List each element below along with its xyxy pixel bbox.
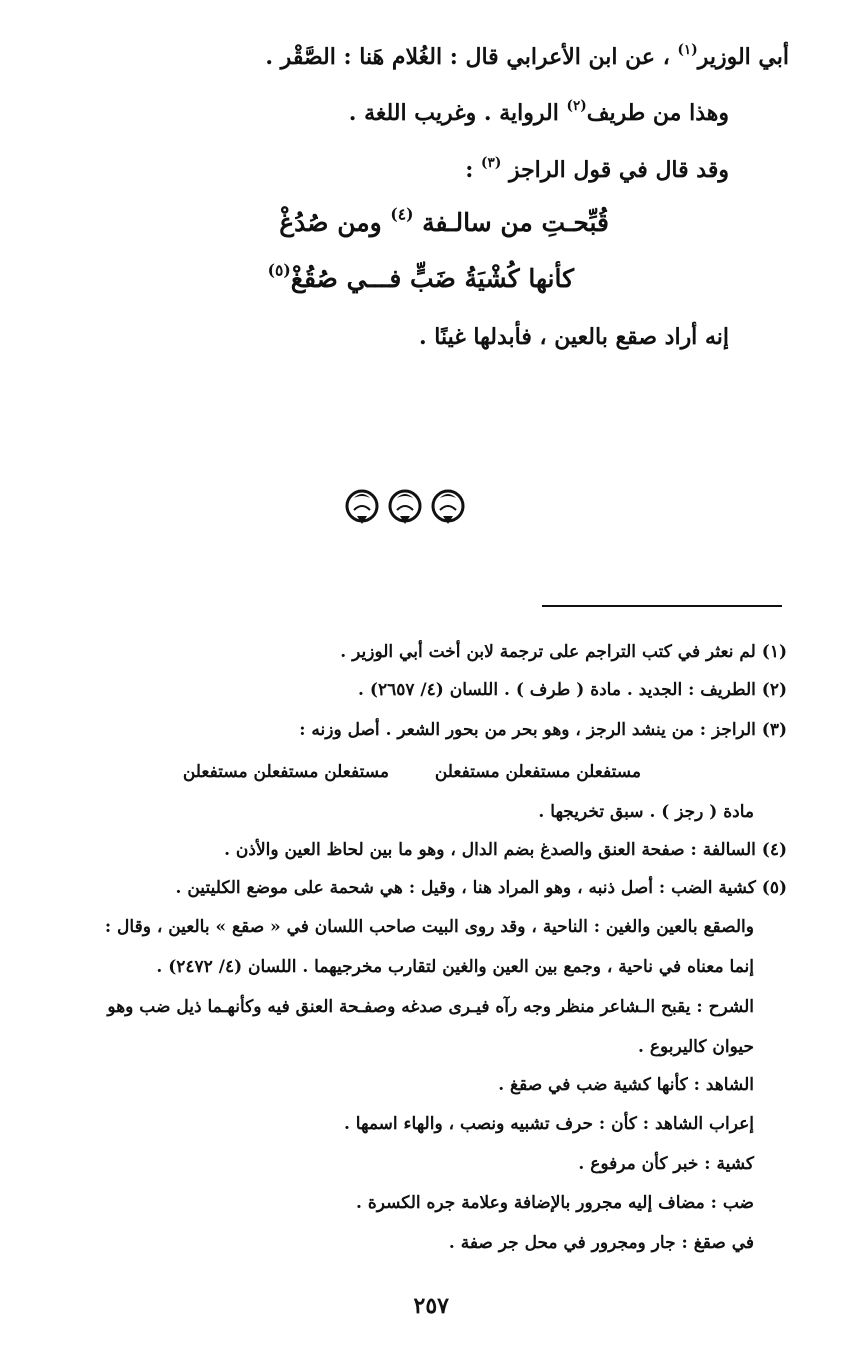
footnote-ref-5: (٥) bbox=[267, 260, 291, 280]
footnote-ref-2: (٢) bbox=[566, 97, 587, 114]
footnote-5-line-d: حيوان كاليربوع . bbox=[637, 1037, 754, 1057]
footnote-5-line-f: إعراب الشاهد : كأن : حرف تشبيه ونصب ، والهاء اسمها . bbox=[343, 1114, 754, 1134]
main-line-2: وهذا من طريف$^{(٢)}$ الرواية . وغريب اللغة . bbox=[348, 97, 729, 126]
main-line-1: أبي الوزير$^{(١)}$ ، عن ابن الأعرابي قال : الغُلام هَنا : الصَّقْر . bbox=[265, 41, 789, 70]
triple-flower-ornament-icon bbox=[340, 480, 470, 530]
page-number: ٢٥٧ bbox=[413, 1293, 449, 1319]
footnote-5-line-c: الشرح : يقبح الـشاعر منظر وجه رآه فيـرى صدغه وصفـحة العنق فيه وكأنهـما ذيل ضب وهو bbox=[107, 997, 754, 1017]
verse-line-1: قُبِّحـتِ من سالـفة $^{(٤)}$ ومن صُدُغْ bbox=[279, 204, 609, 237]
footnote-3: (٣) الراجز : من ينشد الرجز ، وهو بحر من بحور الشعر . أصل وزنه : bbox=[299, 720, 787, 740]
footnote-5-line-e: الشاهد : كأنها كشية ضب في صقغ . bbox=[498, 1075, 754, 1095]
footnote-4: (٤) السالفة : صفحة العنق والصدغ بضم الدال ، وهو ما بين لحاظ العين والأذن . bbox=[224, 840, 787, 860]
main-line-3: وقد قال في قول الراجز $^{(٣)}$ : bbox=[465, 154, 729, 183]
footnote-5-line-i: في صقغ : جار ومجرور في محل جر صفة . bbox=[448, 1233, 754, 1253]
meter-right: مستفعلن مستفعلن مستفعلن bbox=[434, 762, 641, 782]
footnote-separator bbox=[542, 605, 782, 607]
footnote-5-line-h: ضب : مضاف إليه مجرور بالإضافة وعلامة جره الكسرة . bbox=[356, 1193, 754, 1213]
footnote-3-cont: مادة ( رجز ) . سبق تخريجها . bbox=[538, 802, 754, 822]
footnote-5-line-b: إنما معناه في ناحية ، وجمع بين العين والغين لتقارب مخرجيهما . اللسان (٤/ ٢٤٧٢) . bbox=[156, 957, 754, 977]
footnote-5-line-g: كشية : خبر كأن مرفوع . bbox=[578, 1154, 754, 1174]
footnote-5: (٥) كشية الضب : أصل ذنبه ، وهو المراد هنا ، وقيل : هي شحمة على موضع الكليتين . bbox=[175, 878, 787, 898]
meter-left: مستفعلن مستفعلن مستفعلن bbox=[182, 762, 389, 782]
verse-line-2: كأنها كُشْيَةُ ضَبٍّ فـــي صُقُغْ$^{(٥)}$ bbox=[267, 260, 574, 293]
footnote-ref-1: (١) bbox=[677, 41, 698, 58]
main-line-4: إنه أراد صقع بالعين ، فأبدلها غينًا . bbox=[418, 324, 729, 350]
footnote-5-line-a: والصقع بالعين والغين : الناحية ، وقد روى البيت صاحب اللسان في « صقع » بالعين ، وقال : bbox=[104, 917, 754, 937]
footnote-1: (١) لم نعثر في كتب التراجم على ترجمة لابن أخت أبي الوزير . bbox=[340, 642, 787, 662]
footnote-ref-3: (٣) bbox=[481, 154, 502, 171]
footnote-ref-4: (٤) bbox=[390, 204, 414, 224]
footnote-2: (٢) الطريف : الجديد . مادة ( طرف ) . اللسان (٤/ ٢٦٥٧) . bbox=[358, 680, 787, 700]
